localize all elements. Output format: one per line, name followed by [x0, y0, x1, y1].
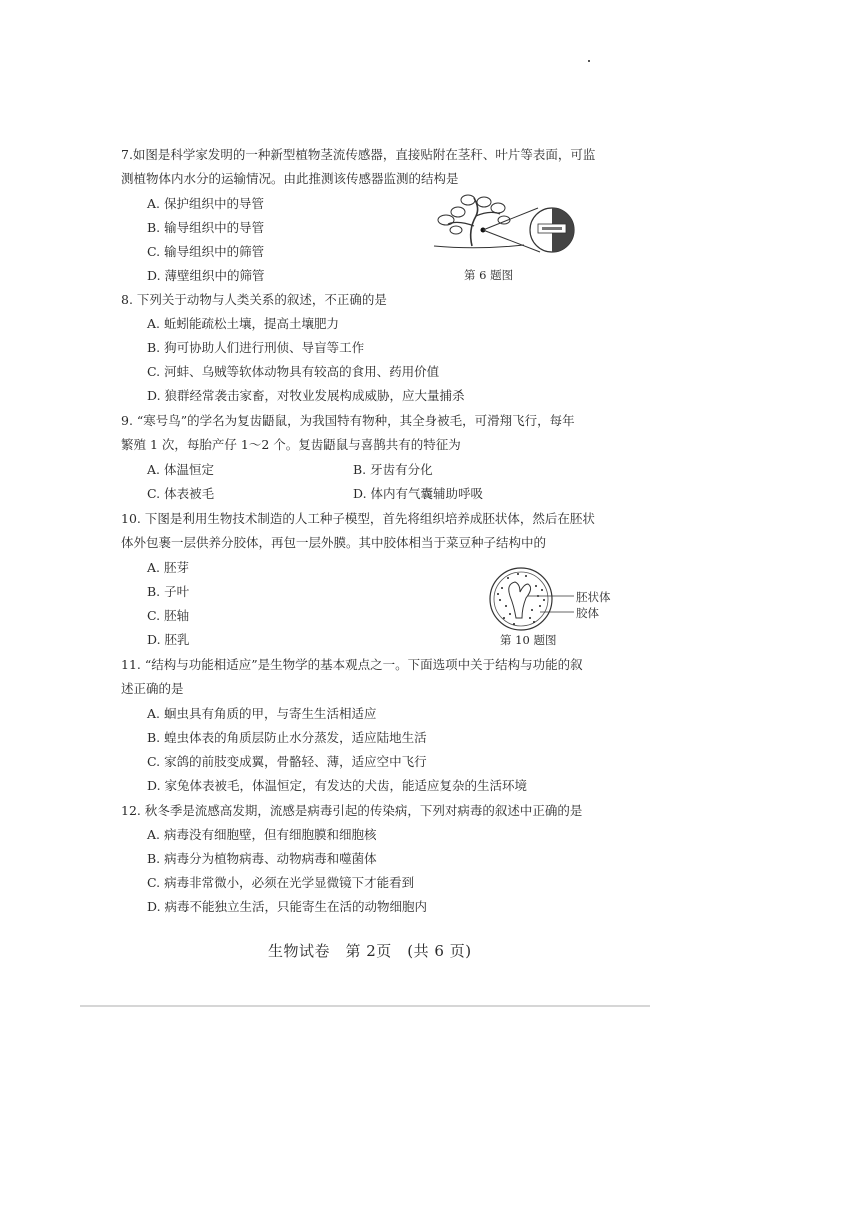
q8-stem-line1: 8. 下列关于动物与人类关系的叙述，不正确的是: [121, 292, 387, 307]
q11-option-b: B. 蝗虫体表的角质层防止水分蒸发，适应陆地生活: [147, 730, 427, 745]
q12-option-b: B. 病毒分为植物病毒、动物病毒和噬菌体: [147, 851, 377, 866]
q7-figure-caption: 第 6 题图: [464, 268, 514, 282]
q7-stem-line2: 测植物体内水分的运输情况。由此推测该传感器监测的结构是: [121, 171, 459, 186]
scan-speck: [588, 60, 590, 62]
q10-option-b: B. 子叶: [147, 584, 190, 599]
q7-option-d: D. 薄壁组织中的筛管: [147, 268, 265, 283]
q11-option-c: C. 家鸽的前肢变成翼，骨骼轻、薄，适应空中飞行: [147, 754, 427, 769]
q8-option-c: C. 河蚌、乌贼等软体动物具有较高的食用、药用价值: [147, 364, 440, 379]
q7-option-a: A. 保护组织中的导管: [147, 196, 264, 211]
q12-option-a: A. 病毒没有细胞壁，但有细胞膜和细胞核: [147, 827, 377, 842]
q9-option-c: C. 体表被毛: [147, 486, 215, 501]
q7-option-b: B. 输导组织中的导管: [147, 220, 265, 235]
q10-figure-caption: 第 10 题图: [500, 633, 557, 647]
q9-option-a: A. 体温恒定: [147, 462, 214, 477]
q9-option-d: D. 体内有气囊辅助呼吸: [353, 486, 484, 501]
q12-stem-line1: 12. 秋冬季是流感高发期，流感是病毒引起的传染病，下列对病毒的叙述中正确的是: [121, 803, 583, 818]
q9-stem-line1: 9. “寒号鸟”的学名为复齿鼯鼠，为我国特有物种，其全身被毛，可滑翔飞行，每年: [121, 413, 575, 428]
q10-artificial-seed-figure: [488, 566, 578, 634]
q8-option-a: A. 蚯蚓能疏松土壤，提高土壤肥力: [147, 316, 339, 331]
q11-option-a: A. 蛔虫具有角质的甲，与寄生生活相适应: [147, 706, 377, 721]
q12-option-c: C. 病毒非常微小，必须在光学显微镜下才能看到: [147, 875, 415, 890]
q7-option-c: C. 输导组织中的筛管: [147, 244, 265, 259]
q10-option-d: D. 胚乳: [147, 632, 190, 647]
q12-option-d: D. 病毒不能独立生活，只能寄生在活的动物细胞内: [147, 899, 428, 914]
page-footer: 生物试卷 第 2页 (共 6 页): [268, 942, 472, 960]
q9-option-b: B. 牙齿有分化: [353, 462, 433, 477]
q10-option-a: A. 胚芽: [147, 560, 189, 575]
q10-stem-line2: 体外包裹一层供养分胶体，再包一层外膜。其中胶体相当于菜豆种子结构中的: [121, 535, 547, 550]
page-bottom-rule: [80, 1005, 650, 1007]
q7-plant-sensor-figure: [428, 190, 576, 262]
q8-option-b: B. 狗可协助人们进行刑侦、导盲等工作: [147, 340, 365, 355]
q11-option-d: D. 家兔体表被毛，体温恒定，有发达的犬齿，能适应复杂的生活环境: [147, 778, 528, 793]
q10-label-embryoid: 胚状体: [576, 590, 611, 604]
q10-label-colloid: 胶体: [576, 606, 599, 620]
q11-stem-line2: 述正确的是: [121, 681, 184, 696]
q10-option-c: C. 胚轴: [147, 608, 190, 623]
q9-stem-line2: 繁殖 1 次，每胎产仔 1～2 个。复齿鼯鼠与喜鹊共有的特征为: [121, 437, 461, 452]
q10-stem-line1: 10. 下图是利用生物技术制造的人工种子模型，首先将组织培养成胚状体，然后在胚状: [121, 511, 595, 526]
q8-option-d: D. 狼群经常袭击家畜，对牧业发展构成威胁，应大量捕杀: [147, 388, 465, 403]
q7-stem-line1: 7.如图是科学家发明的一种新型植物茎流传感器，直接贴附在茎秆、叶片等表面，可监: [121, 147, 596, 162]
q11-stem-line1: 11. “结构与功能相适应”是生物学的基本观点之一。下面选项中关于结构与功能的叙: [121, 657, 583, 672]
